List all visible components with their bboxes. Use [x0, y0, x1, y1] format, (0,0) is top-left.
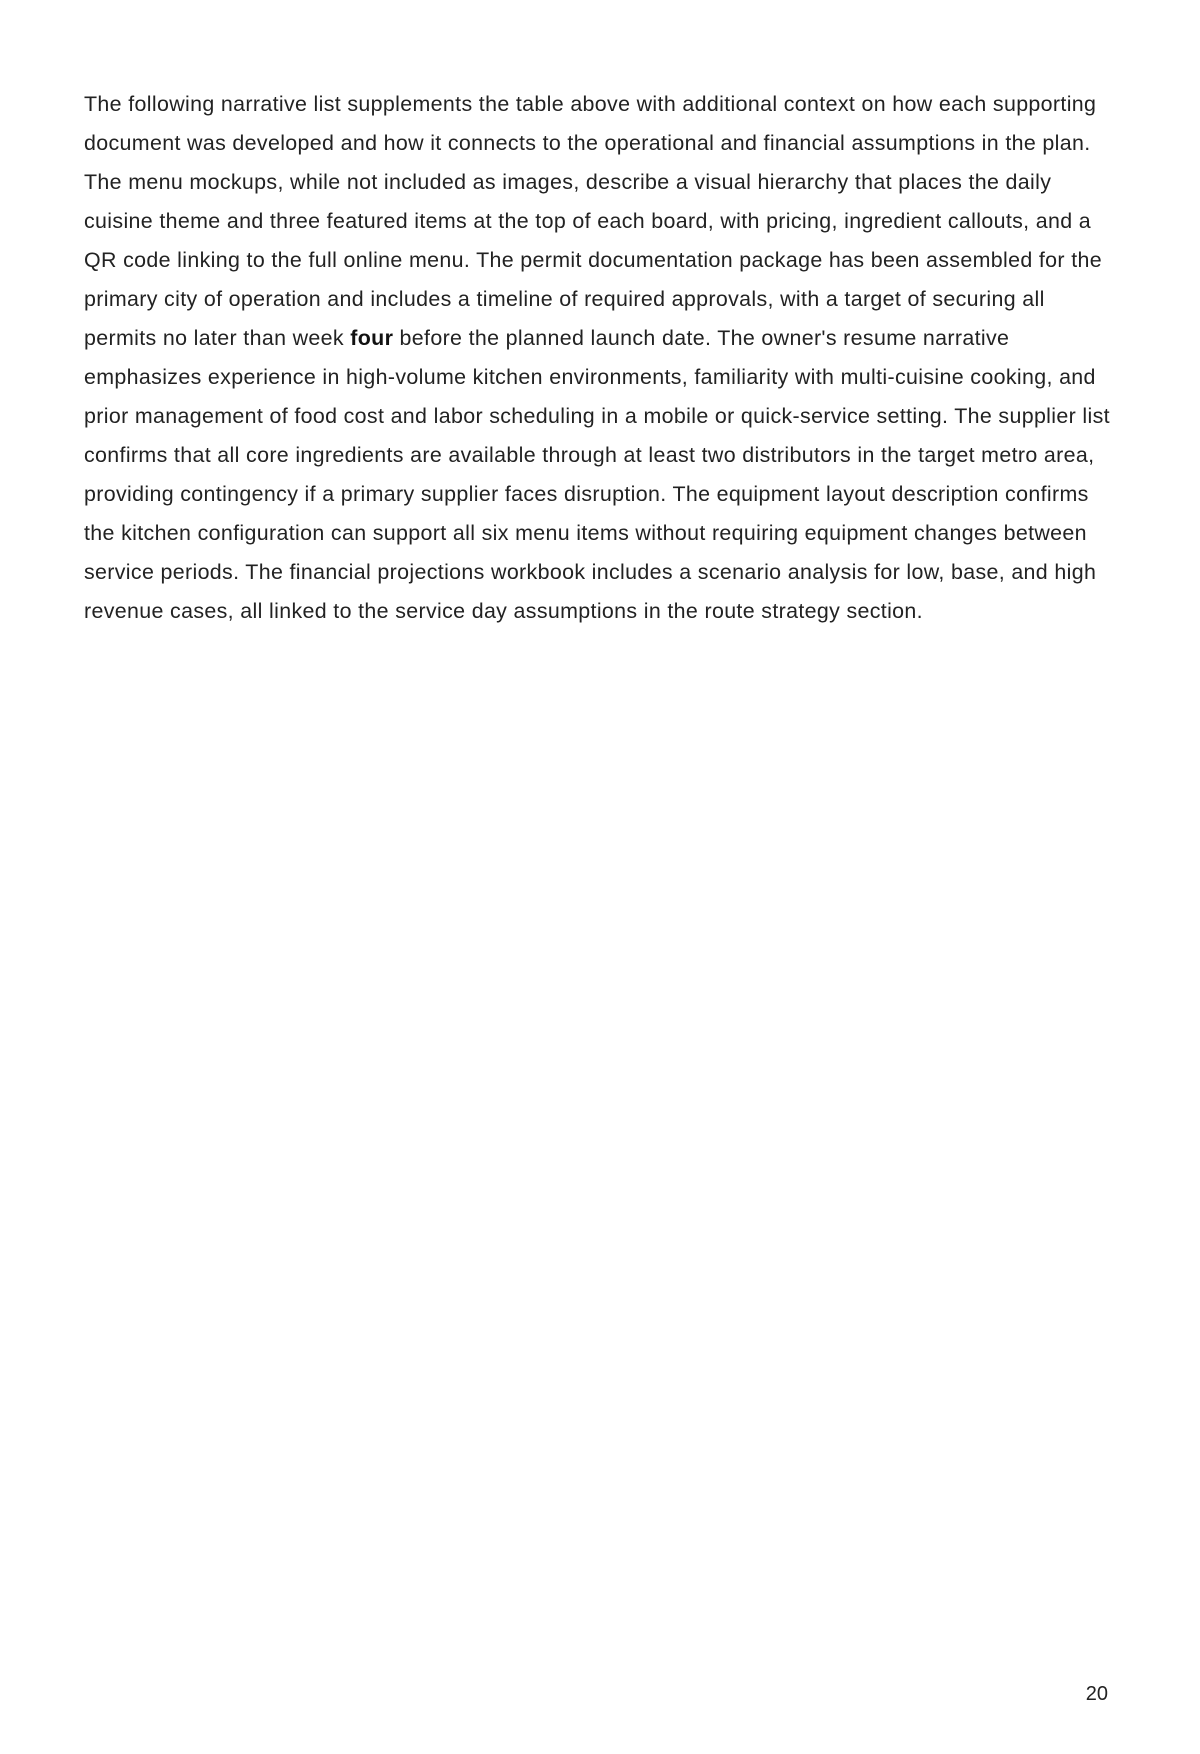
- bold-word: four: [350, 326, 394, 350]
- body-paragraph: [84, 85, 1114, 631]
- paragraph-text-start: The following narrative list supplements the table above with additional context on how each supporting document was developed and how it connects to the operational and financial assumptions in the plan. The menu mockups, while not included as images, describe a visual hierarchy that places the daily cuisine theme and three featured items at the top of each board, with pricing, ingredient callouts, and a QR code linking to the full online menu. The permit documentation package has been assembled for the primary city of operation and includes a timeline of required approvals, with a target of securing all permits no later than week: [84, 92, 1102, 350]
- page-number: 20: [1085, 1683, 1108, 1705]
- paragraph-text-end: before the planned launch date. The owner's resume narrative emphasizes experience in high-volume kitchen environments, familiarity with multi-cuisine cooking, and prior management of food cost and labor scheduling in a mobile or quick-service setting. The supplier list confirms that all core ingredients are available through at least two distributors in the target metro area, providing contingency if a primary supplier faces disruption. The equipment layout description confirms the kitchen configuration can support all six menu items without requiring equipment changes between service periods. The financial projections workbook includes a scenario analysis for low, base, and high revenue cases, all linked to the service day assumptions in the route strategy section.: [84, 326, 1110, 623]
